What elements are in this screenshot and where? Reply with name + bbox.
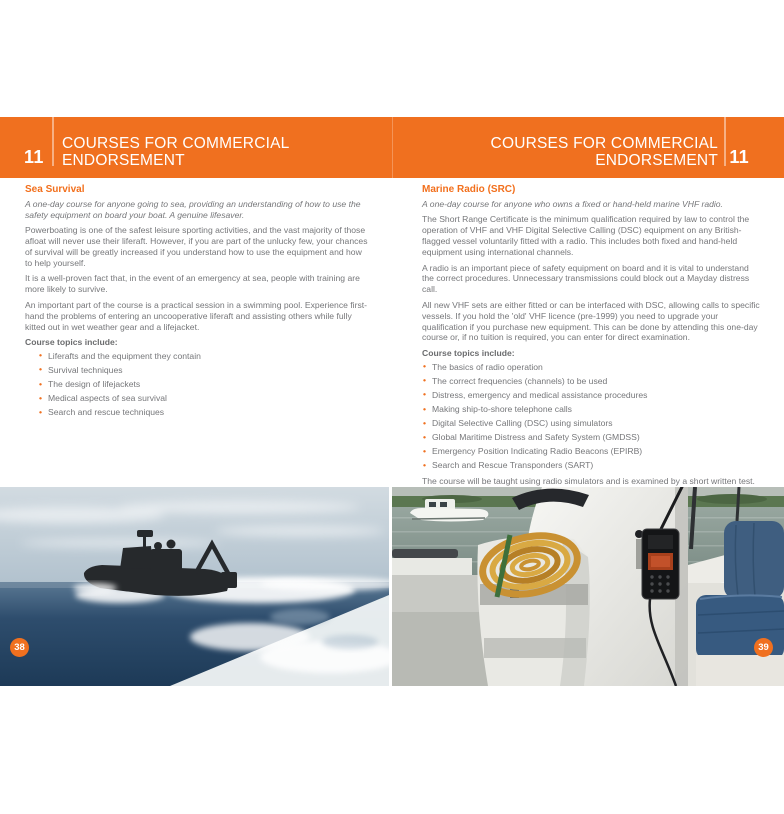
frame-pole-2 <box>737 487 739 521</box>
header-band <box>0 117 784 178</box>
paragraph: All new VHF sets are either fitted or can be interfaced with DSC, allowing calls to specific vessels. If you hold the 'old' VHF licence (pre-1999) you need to upgrade your qualification if you purchase new equipment. This can be done by attending this one-day course or, if no tuition is required, you can enter for direct examination. <box>422 299 760 343</box>
paragraph: An important part of the course is a practical session in a swimming pool. Experience first-hand the problems of entering an uncooperative liferaft and assisting others while fully kitted out in wet weather gear and a lifejacket. <box>25 299 367 332</box>
topic-item: • Medical aspects of sea survival <box>39 393 368 404</box>
header-title-line1: COURSES FOR COMMERCIAL <box>62 135 290 152</box>
topic-item: • Global Maritime Distress and Safety System (GMDSS) <box>423 432 763 443</box>
paragraph: A radio is an important piece of safety equipment on board and it is vital to understand the correct procedures. Unnecessary transmissions could block out a Mayday distress call. <box>422 262 750 295</box>
paragraph: The Short Range Certificate is the minimum qualification required by law to control the operation of VHF and VHF Digital Selective Calling (DSC) equipment on any British-flagged vessel voluntarily fitted with a radio. This includes both fixed and hand-held equipment using international channels. <box>422 214 750 258</box>
section-heading: Marine Radio (SRC) <box>422 184 516 195</box>
left-page-header <box>0 117 392 178</box>
radio-mount <box>636 539 642 569</box>
header-title <box>491 136 718 169</box>
right-page-header <box>392 117 784 178</box>
topic-item: • Making ship-to-shore telephone calls <box>423 404 763 415</box>
section-heading: Sea Survival <box>25 184 85 195</box>
topic-item: • The basics of radio operation <box>423 362 763 373</box>
topic-item: • Survival techniques <box>39 365 368 376</box>
topic-item: • Search and rescue techniques <box>39 407 368 418</box>
photo-rib-boat <box>0 487 389 686</box>
course-intro: A one-day course for anyone going to sea, providing an understanding of how to use the safety equipment on board your boat. A genuine lifesaver. <box>25 199 361 220</box>
header-title-line1: COURSES FOR COMMERCIAL <box>490 135 718 152</box>
chapter-number: 11 <box>729 147 749 167</box>
topic-item: • The design of lifejackets <box>39 379 368 390</box>
page-number-badge: 39 <box>754 638 773 657</box>
header-divider <box>52 117 54 166</box>
topics-list <box>423 362 763 472</box>
header-divider <box>724 117 726 166</box>
header-title-line2: ENDORSEMENT <box>62 151 185 169</box>
sea-survival-section <box>25 184 368 421</box>
radio-keypad <box>650 575 669 592</box>
topics-label: Course topics include: <box>25 336 118 347</box>
header-title <box>62 136 289 169</box>
radio-speaker <box>648 535 673 549</box>
topic-item: • Emergency Position Indicating Radio Beacons (EPIRB) <box>423 446 763 457</box>
paragraph: It is a well-proven fact that, in the event of an emergency at sea, people with training are more likely to survive. <box>25 273 360 295</box>
outro-paragraph: The course will be taught using radio simulators and is examined by a short written test. <box>422 476 755 487</box>
page-number-badge: 38 <box>10 638 29 657</box>
chapter-number: 11 <box>24 147 44 167</box>
topic-item: • The correct frequencies (channels) to be used <box>423 376 763 387</box>
topic-item: • Distress, emergency and medical assistance procedures <box>423 390 763 401</box>
marine-radio-section <box>422 184 763 512</box>
topics-list <box>39 351 368 418</box>
rib-boat-photo-illustration <box>0 487 389 686</box>
course-intro: A one-day course for anyone who owns a fixed or hand-held marine VHF radio. <box>422 199 723 209</box>
cockpit-photo-illustration <box>392 487 784 686</box>
topic-item: • Search and Rescue Transponders (SART) <box>423 460 763 471</box>
grab-rail <box>392 549 458 558</box>
topic-item: • Liferafts and the equipment they contain <box>39 351 368 362</box>
bow-splash <box>73 583 117 593</box>
header-title-line2: ENDORSEMENT <box>595 151 718 169</box>
topic-item: • Digital Selective Calling (DSC) using simulators <box>423 418 763 429</box>
paragraph: Powerboating is one of the safest leisure sporting activities, and the vast majority of those afloat will never use their liferaft. However, if you are part of the unlucky few, your chances of survival will be greatly increased if you understand how to use the equipment and how to help yourself. <box>25 225 368 269</box>
hull-band <box>392 558 472 577</box>
photo-vhf-radio-cockpit <box>392 487 784 686</box>
topics-label: Course topics include: <box>422 347 515 358</box>
